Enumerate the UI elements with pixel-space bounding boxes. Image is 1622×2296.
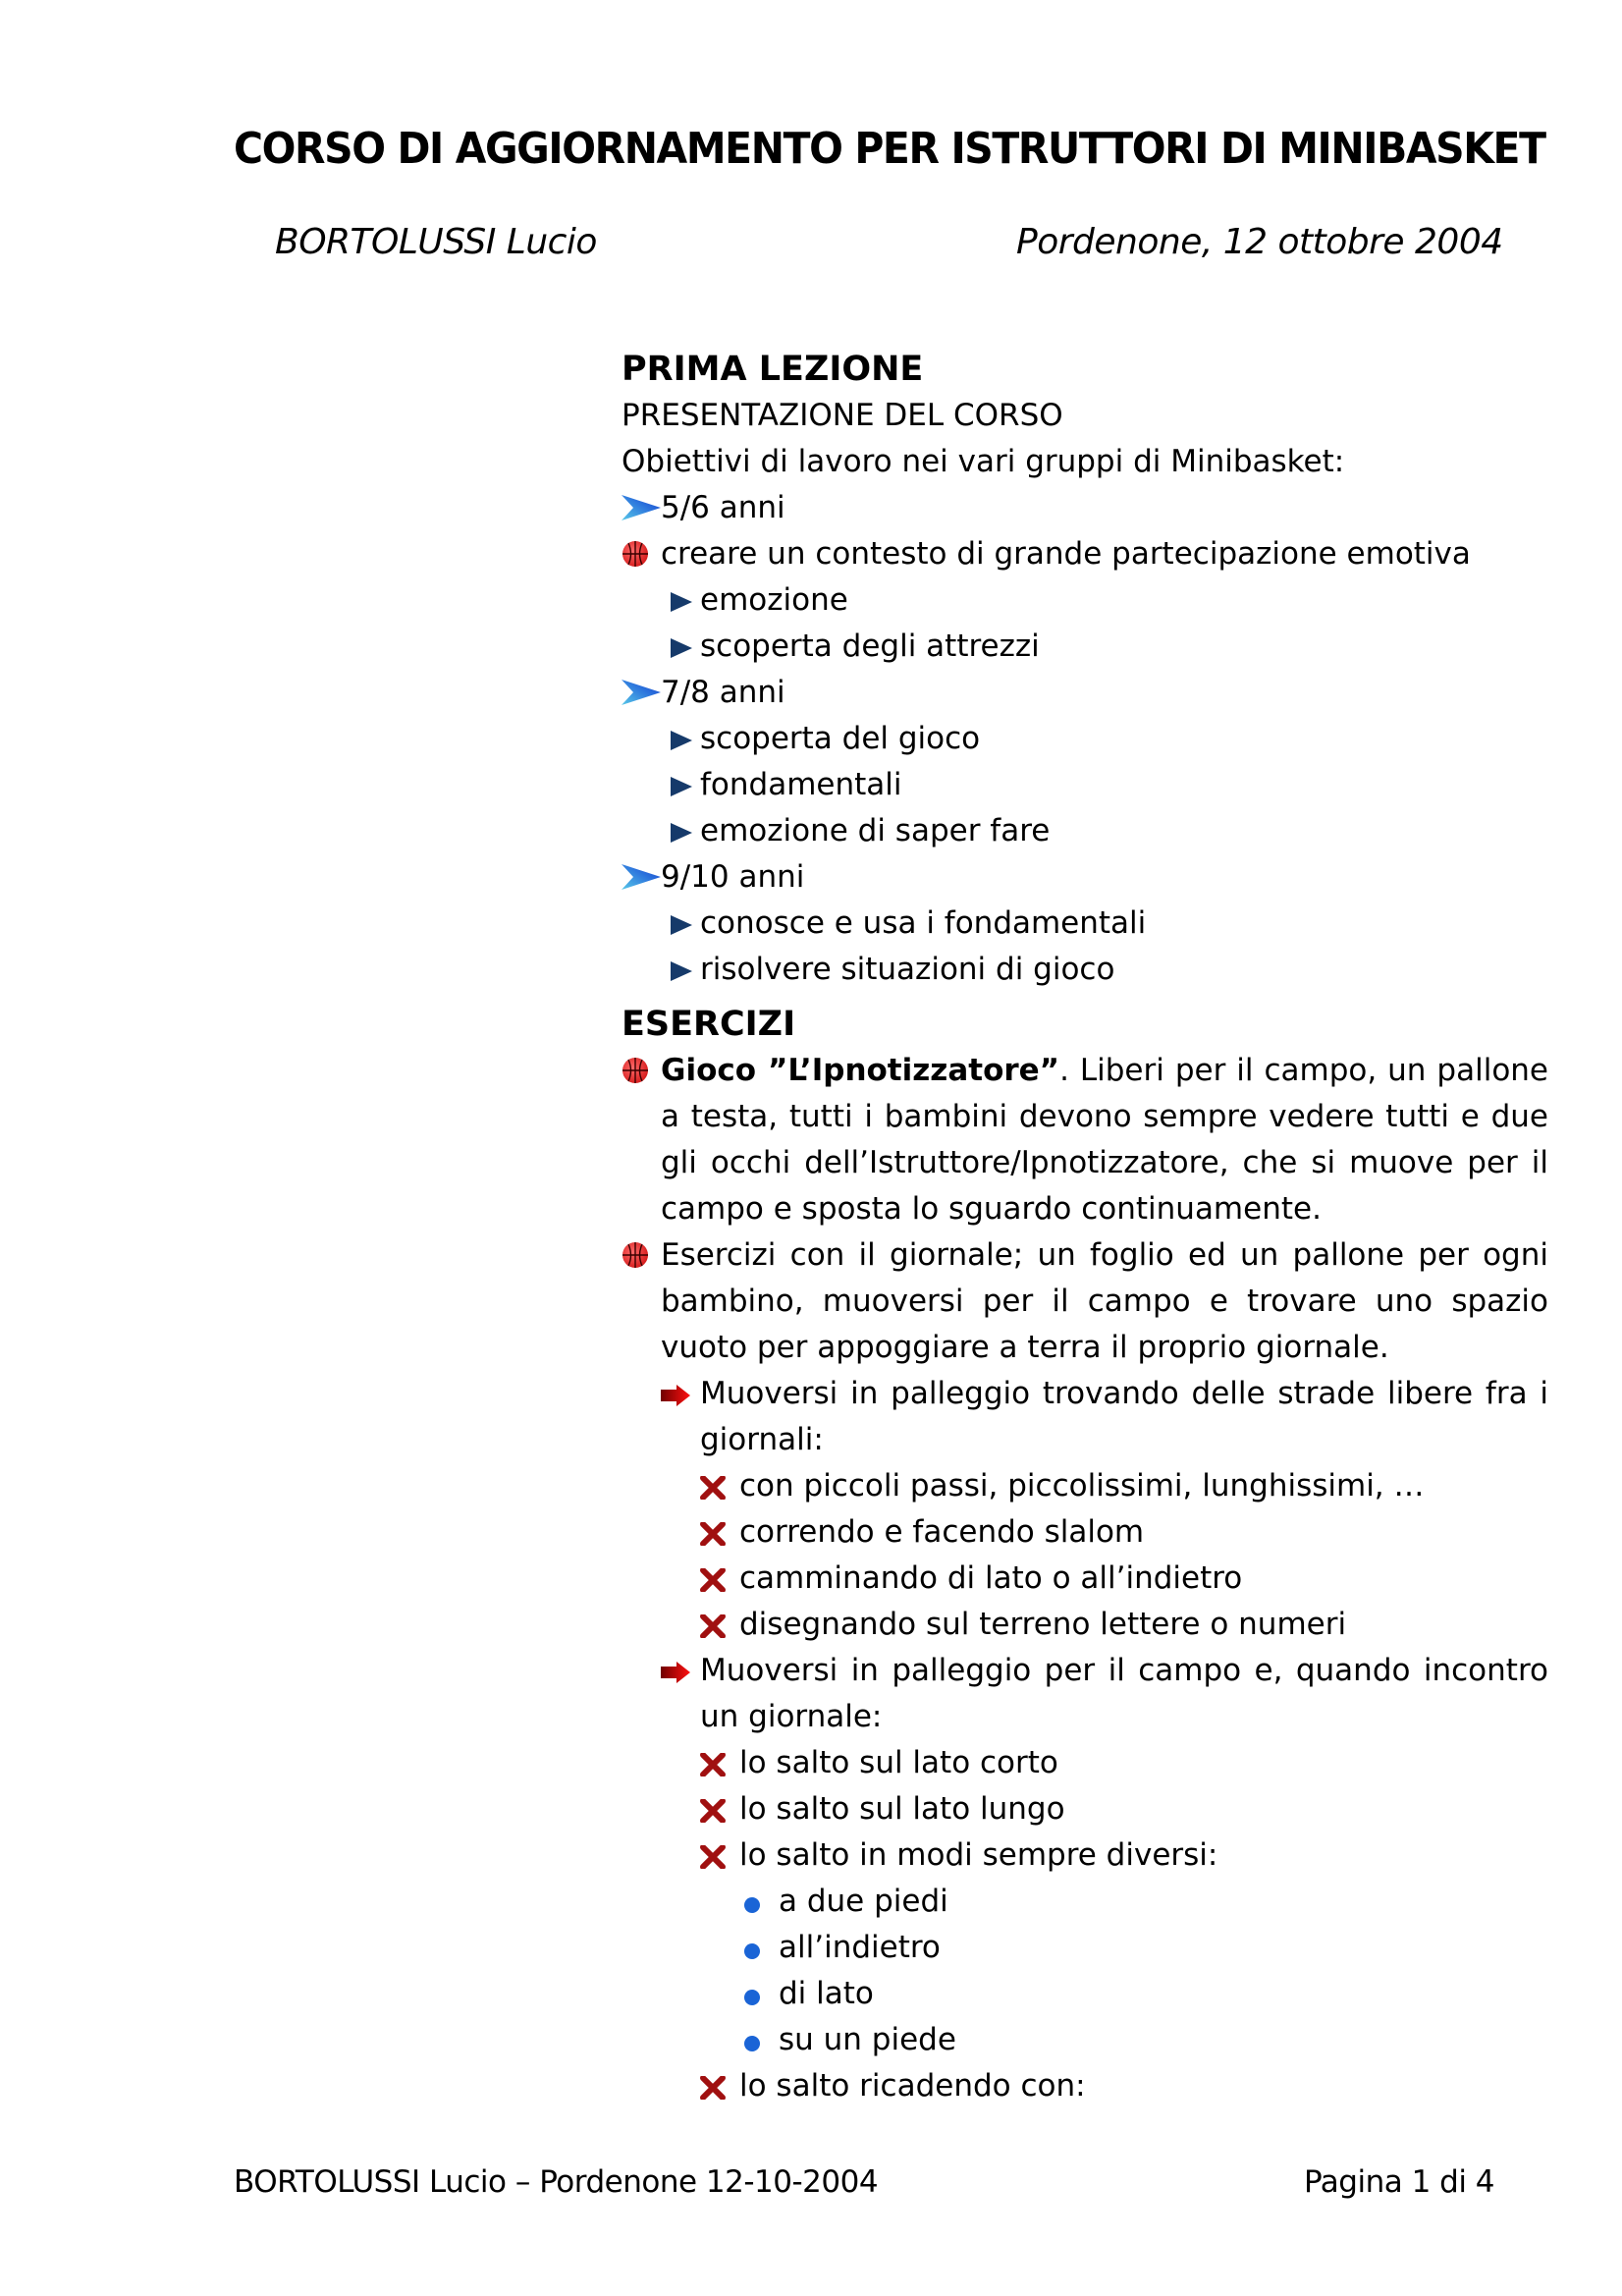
- exercise-variant: [622, 1371, 1548, 1463]
- list-item-text: con piccoli passi, piccolissimi, lunghissimi, …: [739, 1468, 1425, 1503]
- footer-author-date: BORTOLUSSI Lucio – Pordenone 12-10-2004: [234, 2164, 879, 2200]
- navy-triangle-bullet-icon: [671, 823, 692, 843]
- list-item: [622, 901, 1548, 947]
- blue-dot-icon: [743, 1989, 761, 2006]
- blue-chevron-icon: [622, 495, 661, 520]
- author-name: BORTOLUSSI Lucio: [275, 222, 597, 262]
- list-item-text: emozione: [700, 582, 848, 618]
- list-item-text: emozione di saper fare: [700, 813, 1051, 848]
- list-item-text: fondamentali: [700, 767, 902, 802]
- list-item-age-group: [622, 670, 1548, 716]
- list-item-text: camminando di lato o all’indietro: [739, 1560, 1243, 1596]
- list-item-text: lo salto ricadendo con:: [739, 2068, 1086, 2104]
- basketball-icon: [622, 1241, 649, 1269]
- list-item: [622, 762, 1548, 808]
- place-and-date: Pordenone, 12 ottobre 2004: [1016, 222, 1503, 262]
- goal-text: creare un contesto di grande partecipazione emotiva: [661, 536, 1471, 572]
- navy-triangle-bullet-icon: [671, 915, 692, 935]
- list-item-text: scoperta del gioco: [700, 721, 981, 756]
- list-item: [622, 1556, 1548, 1602]
- red-x-icon: [700, 1845, 726, 1869]
- red-x-icon: [700, 1476, 726, 1500]
- list-item-text: lo salto sul lato corto: [739, 1745, 1058, 1780]
- list-item: [622, 808, 1548, 854]
- blue-dot-icon: [743, 1896, 761, 1914]
- red-arrow-icon: [661, 1662, 690, 1683]
- list-item: [622, 1832, 1548, 1879]
- exercise-variant: [622, 1648, 1548, 1740]
- list-item-text: conosce e usa i fondamentali: [700, 905, 1147, 941]
- list-item-text: a due piedi: [779, 1884, 948, 1919]
- navy-triangle-bullet-icon: [671, 592, 692, 612]
- list-item: [622, 1879, 1548, 1925]
- red-arrow-icon: [661, 1385, 690, 1406]
- list-item: [622, 1740, 1548, 1786]
- course-presentation-subtitle: PRESENTAZIONE DEL CORSO: [622, 398, 1063, 433]
- exercise-ipnotizzatore: [622, 1048, 1548, 1232]
- list-item: [622, 947, 1548, 993]
- navy-triangle-bullet-icon: [671, 777, 692, 796]
- red-x-icon: [700, 1522, 726, 1546]
- list-item-age-group: [622, 854, 1548, 901]
- list-item: [622, 1602, 1548, 1648]
- list-item-text: correndo e facendo slalom: [739, 1514, 1145, 1550]
- list-item: [622, 2017, 1548, 2063]
- objectives-intro: Obiettivi di lavoro nei vari gruppi di Minibasket:: [622, 444, 1345, 479]
- list-item: [622, 716, 1548, 762]
- blue-dot-icon: [743, 1942, 761, 1960]
- exercise-giornale: [622, 1232, 1548, 1371]
- list-item-text: risolvere situazioni di gioco: [700, 952, 1115, 987]
- list-item-text: lo salto in modi sempre diversi:: [739, 1837, 1218, 1873]
- list-item: [622, 1463, 1548, 1509]
- variant-text: Muoversi in palleggio trovando delle strade libere fra i giornali:: [700, 1376, 1548, 1457]
- list-item-age-group: [622, 485, 1548, 531]
- list-item-text: di lato: [779, 1976, 874, 2011]
- list-item-text: lo salto sul lato lungo: [739, 1791, 1065, 1827]
- blue-chevron-icon: [622, 680, 661, 705]
- list-item: [622, 577, 1548, 624]
- list-item-text: disegnando sul terreno lettere o numeri: [739, 1607, 1347, 1642]
- navy-triangle-bullet-icon: [671, 731, 692, 750]
- red-x-icon: [700, 1753, 726, 1777]
- blue-chevron-icon: [622, 864, 661, 890]
- exercise-title: Gioco ”L’Ipnotizzatore”: [661, 1053, 1060, 1088]
- document-title: CORSO DI AGGIORNAMENTO PER ISTRUTTORI DI MINIBASKET: [234, 124, 1545, 174]
- section-heading-esercizi: ESERCIZI: [622, 1005, 796, 1044]
- navy-triangle-bullet-icon: [671, 961, 692, 981]
- list-item-text: scoperta degli attrezzi: [700, 629, 1040, 664]
- basketball-icon: [622, 540, 649, 568]
- red-x-icon: [700, 1568, 726, 1592]
- exercise-description: . Liberi per il campo, un pallone a testa, tutti i bambini devono sempre vedere tutti e due gli occhi dell’Istruttore/Ipnotizzatore, che si muove per il campo e sposta lo sguardo continuamente.: [661, 1053, 1548, 1227]
- list-item: [622, 2063, 1548, 2109]
- navy-triangle-bullet-icon: [671, 638, 692, 658]
- list-item-goal: [622, 531, 1548, 577]
- list-item: [622, 1786, 1548, 1832]
- age-group-label: 5/6 anni: [661, 490, 785, 525]
- page-number: Pagina 1 di 4: [1304, 2164, 1495, 2200]
- age-group-label: 7/8 anni: [661, 675, 785, 710]
- list-item: [622, 1925, 1548, 1971]
- list-item-text: all’indietro: [779, 1930, 941, 1965]
- list-item: [622, 1971, 1548, 2017]
- red-x-icon: [700, 2076, 726, 2100]
- list-item: [622, 1509, 1548, 1556]
- age-group-label: 9/10 anni: [661, 859, 805, 895]
- red-x-icon: [700, 1799, 726, 1823]
- list-item-text: su un piede: [779, 2022, 956, 2057]
- variant-text: Muoversi in palleggio per il campo e, quando incontro un giornale:: [700, 1653, 1548, 1734]
- list-item: [622, 624, 1548, 670]
- blue-dot-icon: [743, 2035, 761, 2052]
- basketball-icon: [622, 1057, 649, 1084]
- document-body: [622, 346, 1548, 2109]
- exercise-description: Esercizi con il giornale; un foglio ed un pallone per ogni bambino, muoversi per il campo e trovare uno spazio vuoto per appoggiare a terra il proprio giornale.: [661, 1237, 1548, 1365]
- red-x-icon: [700, 1614, 726, 1638]
- section-heading-prima-lezione: PRIMA LEZIONE: [622, 350, 924, 389]
